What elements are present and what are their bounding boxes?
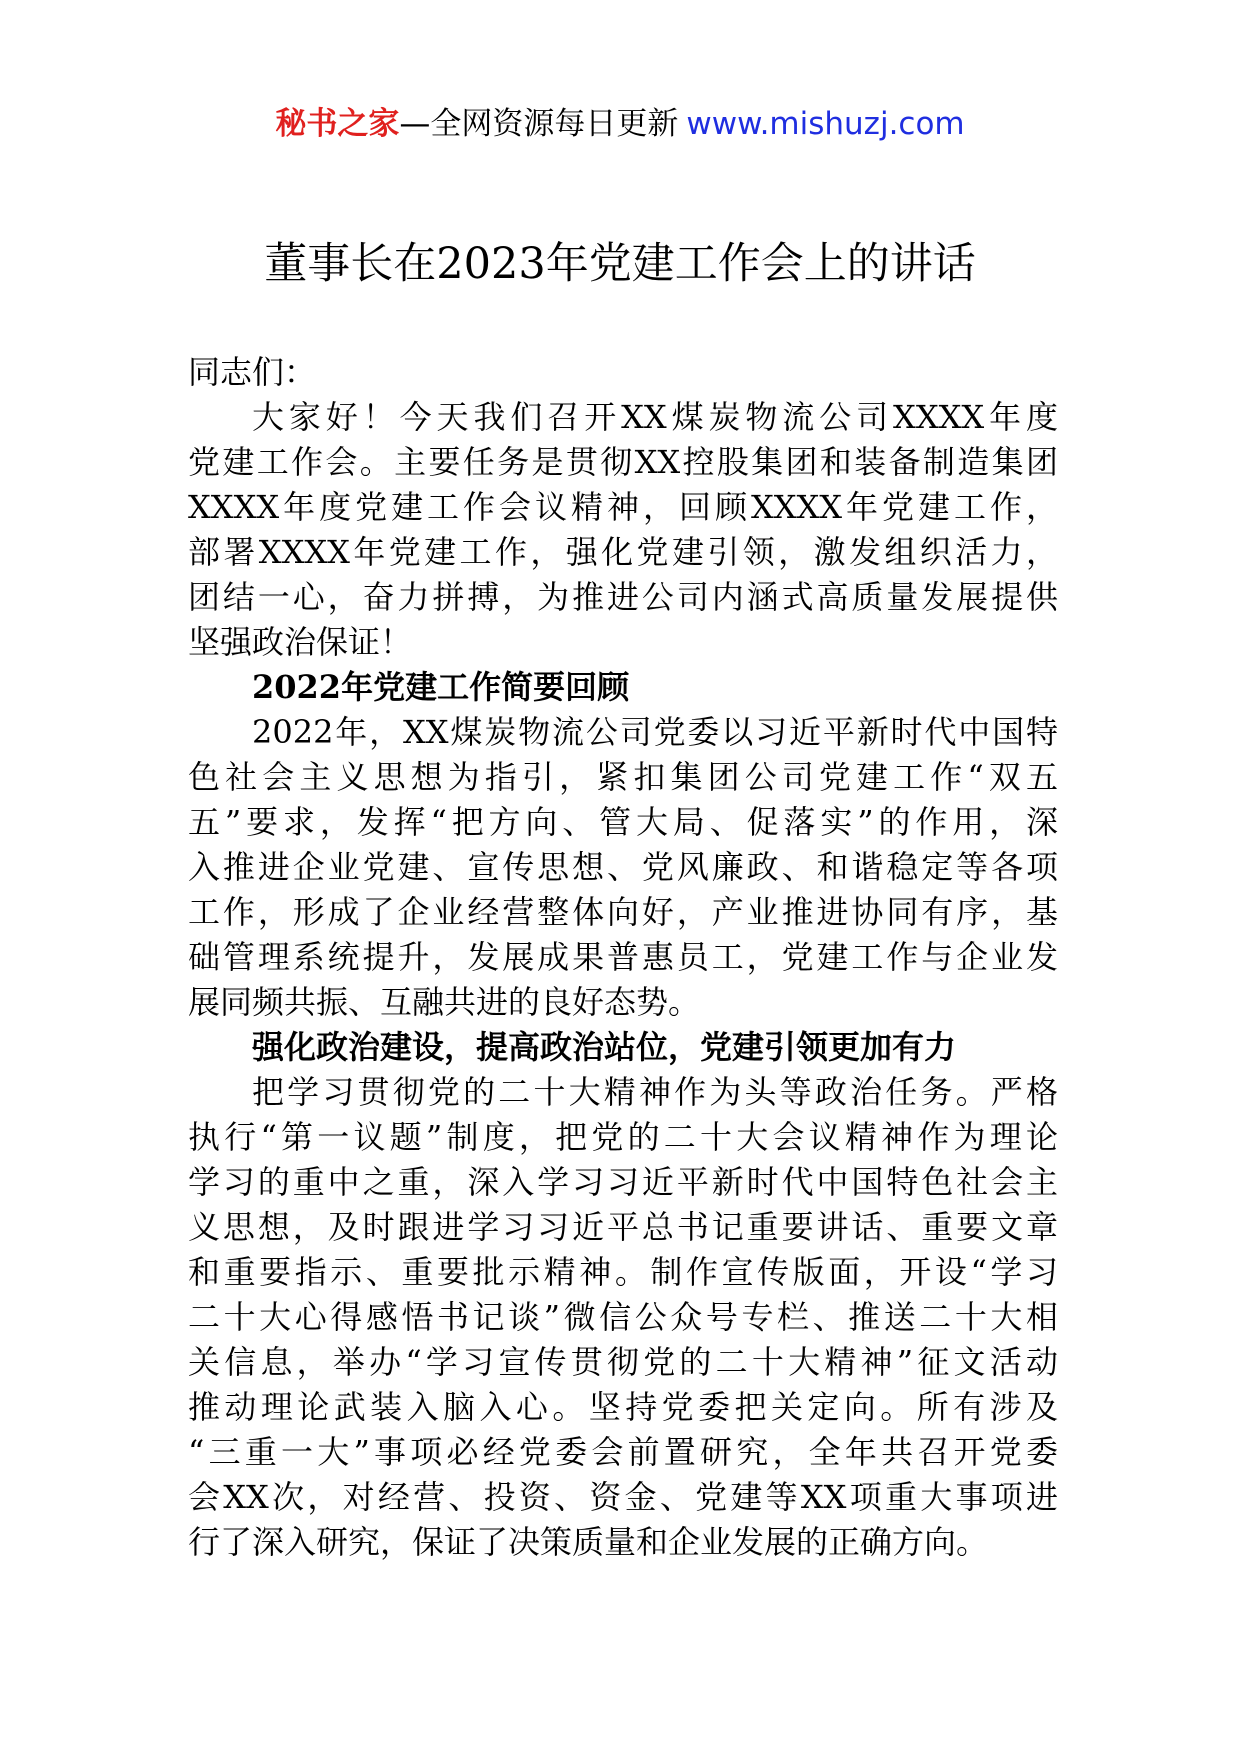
document-body: [188, 350, 1058, 1565]
paragraph-line: 义思想，及时跟进学习习近平总书记重要讲话、重要文章: [188, 1208, 1058, 1246]
section-heading: 2022年党建工作简要回顾: [252, 668, 630, 706]
paragraph-line: 推动理论武装入脑入心。坚持党委把关定向。所有涉及: [188, 1388, 1058, 1426]
paragraph-line: 团结一心，奋力拼搏，为推进公司内涵式高质量发展提供: [188, 578, 1058, 616]
paragraph-line: XXXX年度党建工作会议精神，回顾XXXX年党建工作，: [188, 488, 1058, 526]
paragraph-line: 工作，形成了企业经营整体向好，产业推进协同有序，基: [188, 893, 1058, 931]
paragraph-line: 大家好！今天我们召开XX煤炭物流公司XXXX年度: [252, 398, 1058, 436]
header-tagline: —全网资源每日更新: [399, 106, 679, 142]
paragraph-line: 学习的重中之重，深入学习习近平新时代中国特色社会主: [188, 1163, 1058, 1201]
paragraph-line: 色社会主义思想为指引，紧扣集团公司党建工作“双五: [188, 758, 1058, 796]
salutation: 同志们：: [188, 353, 317, 391]
paragraph-line: 2022年，XX煤炭物流公司党委以习近平新时代中国特: [252, 713, 1058, 751]
document-title: 董事长在2023年党建工作会上的讲话: [264, 239, 976, 289]
paragraph-line: 坚强政治保证！: [188, 623, 413, 661]
paragraph-line: 把学习贯彻党的二十大精神作为头等政治任务。严格: [252, 1073, 1058, 1111]
paragraph-line: 关信息，举办“学习宣传贯彻党的二十大精神”征文活动: [188, 1343, 1058, 1381]
paragraph-line: 部署XXXX年党建工作，强化党建引领，激发组织活力，: [188, 533, 1058, 571]
paragraph-line: 会XX次，对经营、投资、资金、党建等XX项重大事项进: [188, 1478, 1058, 1516]
paragraph-line: 入推进企业党建、宣传思想、党风廉政、和谐稳定等各项: [188, 848, 1058, 886]
paragraph-line: 执行“第一议题”制度，把党的二十大会议精神作为理论: [188, 1118, 1058, 1156]
site-url-link[interactable]: www.mishuzj.com: [686, 106, 965, 142]
paragraph-line: 五”要求，发挥“把方向、管大局、促落实”的作用，深: [188, 803, 1058, 841]
site-header: [0, 104, 1240, 144]
section-heading: 强化政治建设，提高政治站位，党建引领更加有力: [252, 1028, 957, 1066]
paragraph-line: 础管理系统提升，发展成果普惠员工，党建工作与企业发: [188, 938, 1058, 976]
paragraph-line: “三重一大”事项必经党委会前置研究，全年共召开党委: [188, 1433, 1058, 1471]
paragraph-line: 党建工作会。主要任务是贯彻XX控股集团和装备制造集团: [188, 443, 1058, 481]
paragraph-line: 行了深入研究，保证了决策质量和企业发展的正确方向。: [188, 1523, 989, 1561]
paragraph-line: 二十大心得感悟书记谈”微信公众号专栏、推送二十大相: [188, 1298, 1058, 1336]
paragraph-line: 和重要指示、重要批示精神。制作宣传版面，开设“学习: [188, 1253, 1058, 1291]
brand-name: 秘书之家: [275, 106, 400, 142]
paragraph-line: 展同频共振、互融共进的良好态势。: [188, 983, 701, 1021]
